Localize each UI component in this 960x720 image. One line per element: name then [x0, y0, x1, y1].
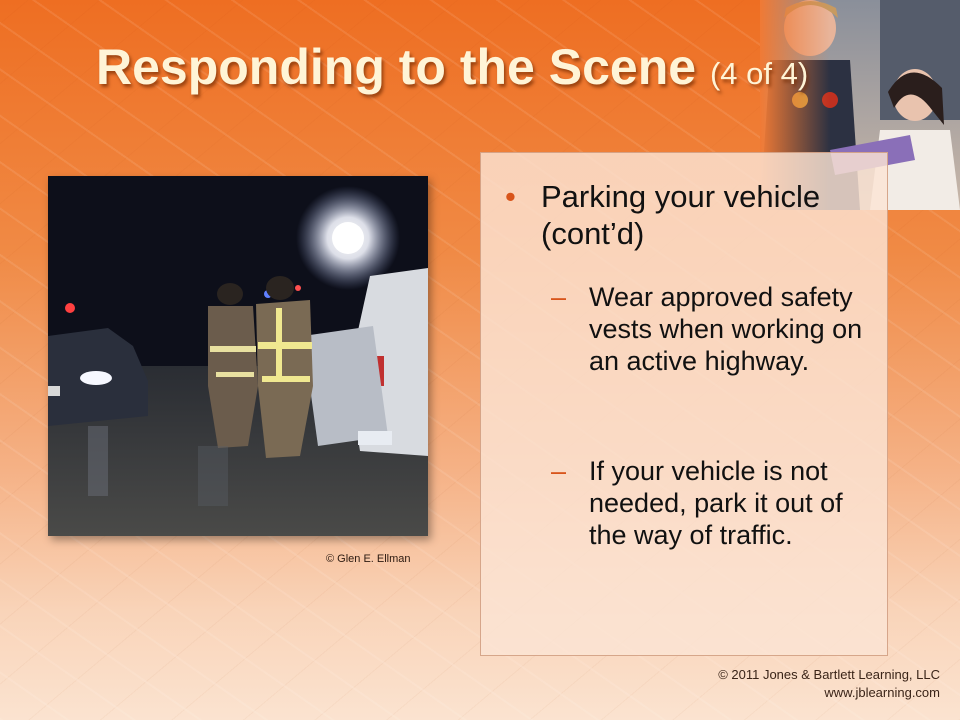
photo-credit: © Glen E. Ellman — [326, 553, 411, 565]
title-page-indicator: (4 of 4) — [709, 56, 809, 91]
title-main: Responding to the Scene — [96, 39, 697, 95]
sub-bullet-text: Wear approved safety vests when working on an active highway. — [589, 282, 863, 376]
highway-scene-photo — [48, 176, 428, 536]
bullet-text: Parking your vehicle (cont’d) — [541, 179, 821, 251]
sub-bullet-text: If your vehicle is not needed, park it out of the way of traffic. — [589, 456, 843, 550]
content-panel — [480, 152, 888, 656]
publisher-url: www.jblearning.com — [824, 685, 940, 700]
copyright-line: © 2011 Jones & Bartlett Learning, LLC — [718, 667, 940, 682]
slide-title — [96, 38, 808, 96]
sub-bullet-marker: – — [551, 456, 567, 486]
copyright-footer — [700, 666, 940, 702]
bullet-marker: • — [505, 179, 516, 214]
sub-bullet-marker: – — [551, 282, 567, 312]
